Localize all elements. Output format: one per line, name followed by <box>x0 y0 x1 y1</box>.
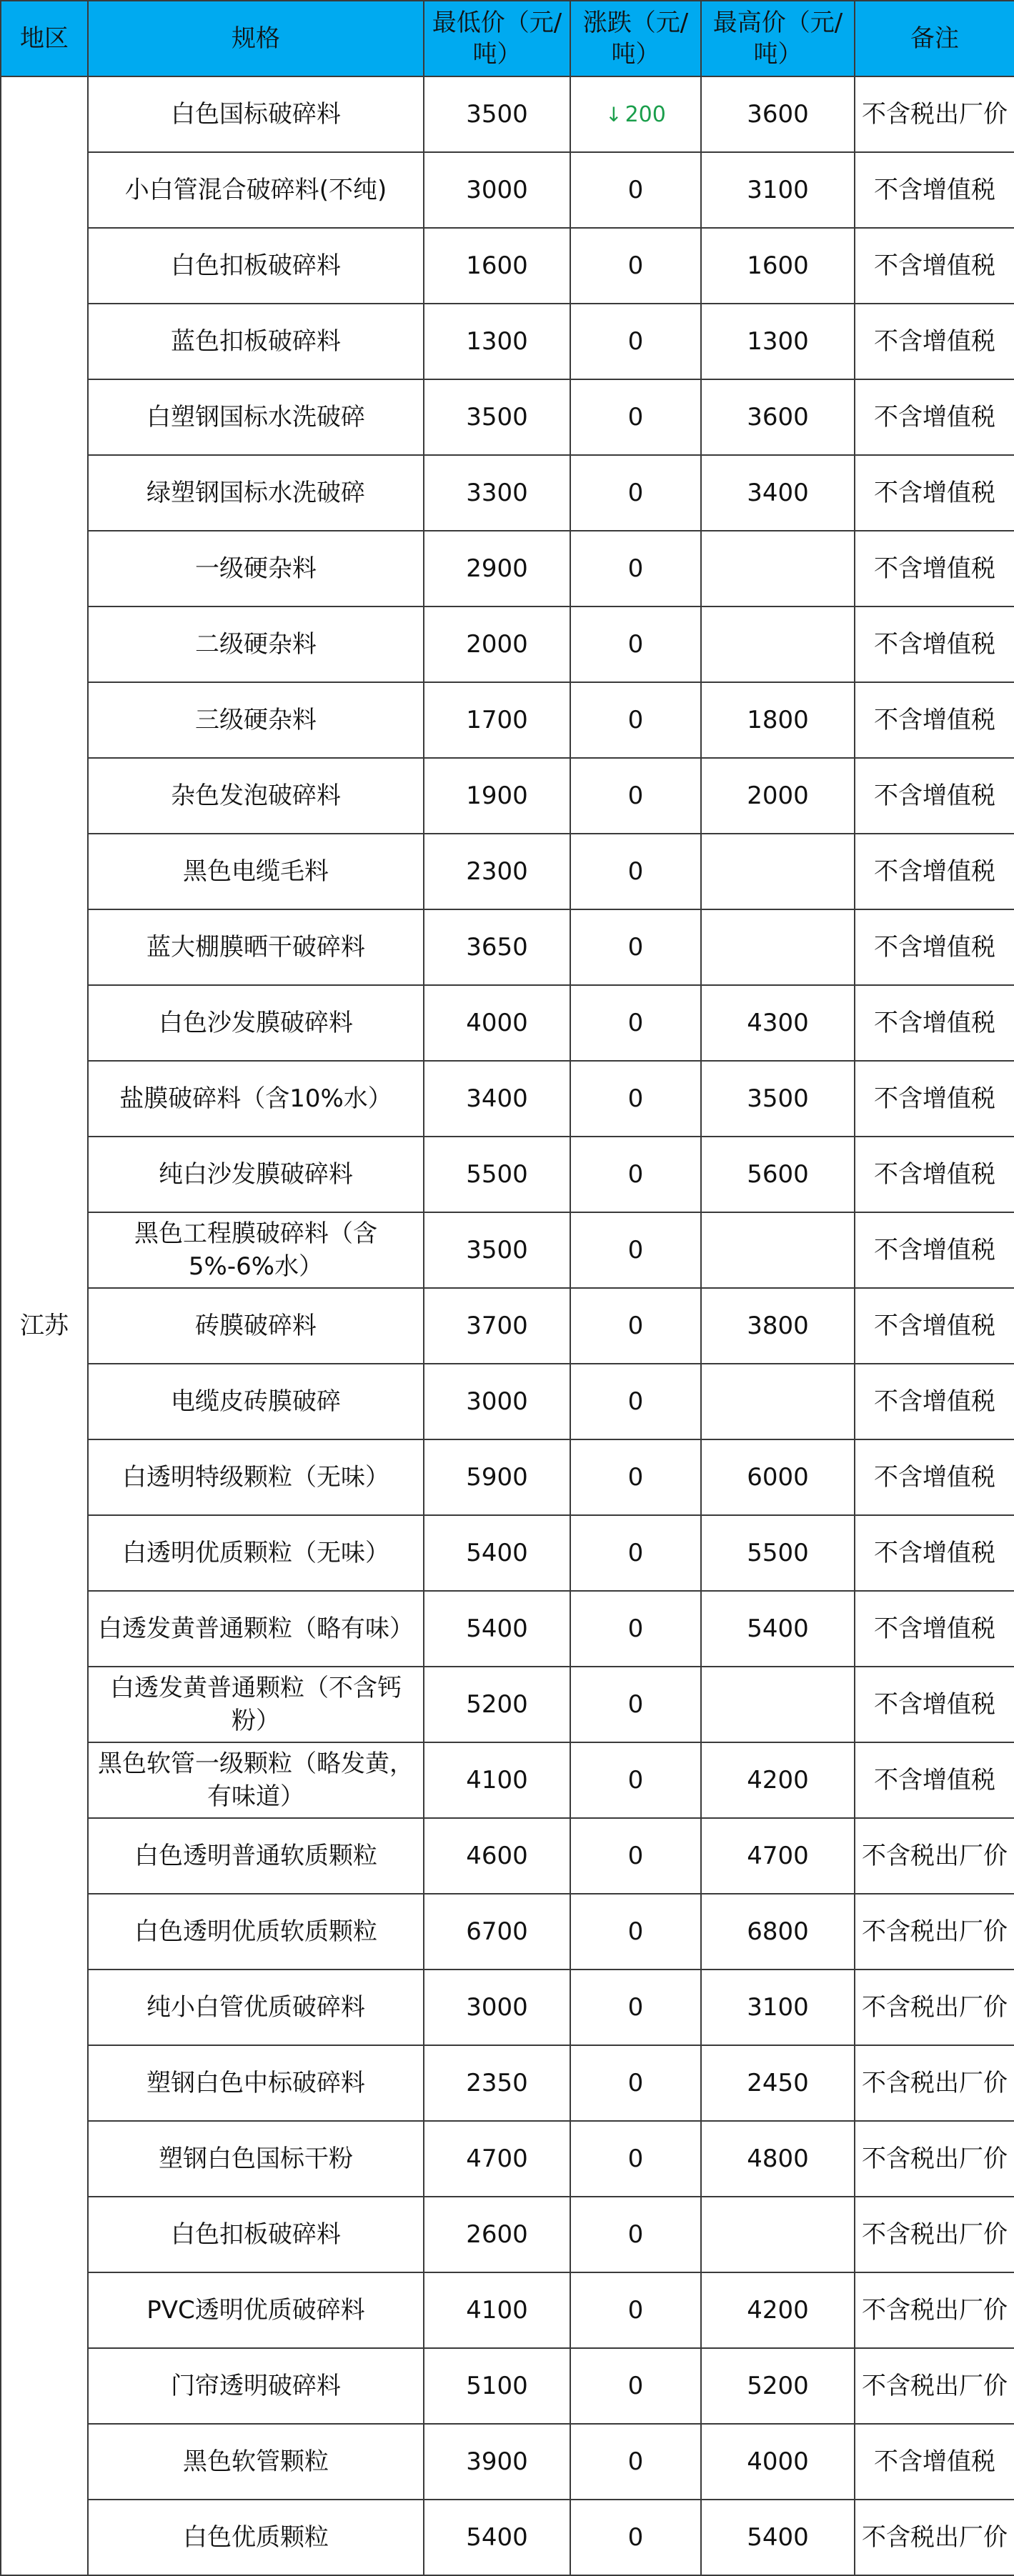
change-cell: 0 <box>570 1061 701 1137</box>
change-cell: 0 <box>570 1742 701 1818</box>
low-price-cell: 5400 <box>424 2500 570 2575</box>
table-row <box>1 2500 1014 2575</box>
note-cell: 不含税出厂价 <box>855 2121 1014 2197</box>
note-cell: 不含增值税 <box>855 1364 1014 1439</box>
low-price-cell: 3500 <box>424 1212 570 1288</box>
high-price-cell: 3800 <box>701 1288 855 1364</box>
low-price-cell: 2600 <box>424 2197 570 2272</box>
low-price-cell: 2000 <box>424 606 570 682</box>
low-price-cell: 5500 <box>424 1137 570 1212</box>
table-row <box>1 2197 1014 2272</box>
change-cell: 0 <box>570 455 701 531</box>
low-price-cell: 3650 <box>424 909 570 985</box>
high-price-cell: 3400 <box>701 455 855 531</box>
low-price-cell: 3700 <box>424 1288 570 1364</box>
spec-cell: 黑色工程膜破碎料（含5%-6%水） <box>88 1212 424 1288</box>
low-price-cell: 3300 <box>424 455 570 531</box>
spec-cell: 盐膜破碎料（含10%水） <box>88 1061 424 1137</box>
spec-cell: 杂色发泡破碎料 <box>88 758 424 834</box>
spec-cell: 白色扣板破碎料 <box>88 2197 424 2272</box>
change-cell: 0 <box>570 1288 701 1364</box>
note-cell: 不含税出厂价 <box>855 2500 1014 2575</box>
table-row <box>1 1667 1014 1742</box>
high-price-cell: 3500 <box>701 1061 855 1137</box>
low-price-cell: 5900 <box>424 1439 570 1515</box>
high-price-cell: 5400 <box>701 1591 855 1667</box>
spec-cell: 白色优质颗粒 <box>88 2500 424 2575</box>
note-cell: 不含增值税 <box>855 909 1014 985</box>
note-cell: 不含税出厂价 <box>855 2348 1014 2424</box>
spec-cell: 电缆皮砖膜破碎 <box>88 1364 424 1439</box>
table-row <box>1 76 1014 152</box>
note-cell: 不含增值税 <box>855 152 1014 228</box>
change-cell: 0 <box>570 1364 701 1439</box>
low-price-cell: 4000 <box>424 985 570 1061</box>
table-row <box>1 1970 1014 2045</box>
note-cell: 不含增值税 <box>855 304 1014 379</box>
note-cell: 不含税出厂价 <box>855 1818 1014 1894</box>
table-row <box>1 985 1014 1061</box>
change-cell: 0 <box>570 606 701 682</box>
spec-cell: 白色国标破碎料 <box>88 76 424 152</box>
note-cell: 不含增值税 <box>855 985 1014 1061</box>
spec-cell: 白透发黄普通颗粒（略有味） <box>88 1591 424 1667</box>
low-price-cell: 3000 <box>424 152 570 228</box>
change-cell <box>570 76 701 152</box>
change-cell: 0 <box>570 682 701 758</box>
note-cell: 不含税出厂价 <box>855 2272 1014 2348</box>
spec-cell: 小白管混合破碎料(不纯) <box>88 152 424 228</box>
note-cell: 不含增值税 <box>855 531 1014 606</box>
spec-cell: 塑钢白色中标破碎料 <box>88 2045 424 2121</box>
table-row <box>1 1818 1014 1894</box>
change-cell: 0 <box>570 2348 701 2424</box>
change-cell: 0 <box>570 304 701 379</box>
note-cell: 不含税出厂价 <box>855 1894 1014 1970</box>
change-cell: 0 <box>570 1970 701 2045</box>
spec-cell: 黑色软管颗粒 <box>88 2424 424 2500</box>
spec-cell: PVC透明优质破碎料 <box>88 2272 424 2348</box>
table-row <box>1 606 1014 682</box>
change-cell: 0 <box>570 2121 701 2197</box>
note-cell: 不含增值税 <box>855 1439 1014 1515</box>
table-row <box>1 1439 1014 1515</box>
note-cell: 不含增值税 <box>855 1742 1014 1818</box>
header-low-price: 最低价（元/吨） <box>424 1 570 76</box>
change-cell: 0 <box>570 985 701 1061</box>
table-row <box>1 1515 1014 1591</box>
low-price-cell: 4700 <box>424 2121 570 2197</box>
low-price-cell: 1900 <box>424 758 570 834</box>
change-cell: 0 <box>570 2500 701 2575</box>
note-cell: 不含增值税 <box>855 379 1014 455</box>
header-change: 涨跌（元/吨） <box>570 1 701 76</box>
high-price-cell: 6000 <box>701 1439 855 1515</box>
note-cell: 不含增值税 <box>855 455 1014 531</box>
note-cell: 不含增值税 <box>855 1667 1014 1742</box>
low-price-cell: 3000 <box>424 1970 570 2045</box>
high-price-cell: 1800 <box>701 682 855 758</box>
high-price-cell: 1600 <box>701 228 855 304</box>
high-price-cell: 3100 <box>701 152 855 228</box>
table-row <box>1 1894 1014 1970</box>
table-row <box>1 455 1014 531</box>
change-cell: 0 <box>570 1894 701 1970</box>
spec-cell: 白透发黄普通颗粒（不含钙粉） <box>88 1667 424 1742</box>
spec-cell: 塑钢白色国标干粉 <box>88 2121 424 2197</box>
table-row <box>1 2045 1014 2121</box>
high-price-cell <box>701 2197 855 2272</box>
table-row <box>1 228 1014 304</box>
spec-cell: 白透明特级颗粒（无味） <box>88 1439 424 1515</box>
low-price-cell: 2300 <box>424 834 570 909</box>
table-row <box>1 1591 1014 1667</box>
header-note: 备注 <box>855 1 1014 76</box>
table-row <box>1 2424 1014 2500</box>
note-cell: 不含增值税 <box>855 1137 1014 1212</box>
change-cell: 0 <box>570 758 701 834</box>
table-row <box>1 758 1014 834</box>
change-cell: 0 <box>570 379 701 455</box>
spec-cell: 一级硬杂料 <box>88 531 424 606</box>
header-row <box>1 1 1014 76</box>
note-cell: 不含增值税 <box>855 834 1014 909</box>
spec-cell: 纯白沙发膜破碎料 <box>88 1137 424 1212</box>
note-cell: 不含增值税 <box>855 682 1014 758</box>
change-cell: 0 <box>570 1137 701 1212</box>
table-row <box>1 834 1014 909</box>
spec-cell: 二级硬杂料 <box>88 606 424 682</box>
low-price-cell: 6700 <box>424 1894 570 1970</box>
table-row <box>1 304 1014 379</box>
change-cell: 0 <box>570 1818 701 1894</box>
table-row <box>1 1288 1014 1364</box>
low-price-cell: 3500 <box>424 76 570 152</box>
change-cell: 0 <box>570 1515 701 1591</box>
spec-cell: 白色透明普通软质颗粒 <box>88 1818 424 1894</box>
table-row <box>1 531 1014 606</box>
table-row <box>1 1364 1014 1439</box>
low-price-cell: 4100 <box>424 2272 570 2348</box>
low-price-cell: 1300 <box>424 304 570 379</box>
spec-cell: 白色沙发膜破碎料 <box>88 985 424 1061</box>
low-price-cell: 1700 <box>424 682 570 758</box>
high-price-cell: 4200 <box>701 1742 855 1818</box>
table-row <box>1 152 1014 228</box>
spec-cell: 白色扣板破碎料 <box>88 228 424 304</box>
table-row <box>1 2121 1014 2197</box>
change-amount: 200 <box>625 102 666 127</box>
high-price-cell <box>701 834 855 909</box>
spec-cell: 三级硬杂料 <box>88 682 424 758</box>
high-price-cell: 5200 <box>701 2348 855 2424</box>
low-price-cell: 4100 <box>424 1742 570 1818</box>
table-body <box>1 76 1014 2575</box>
change-cell: 0 <box>570 1212 701 1288</box>
note-cell: 不含增值税 <box>855 1212 1014 1288</box>
high-price-cell: 4300 <box>701 985 855 1061</box>
note-cell: 不含增值税 <box>855 1591 1014 1667</box>
change-cell: 0 <box>570 2045 701 2121</box>
low-price-cell: 3400 <box>424 1061 570 1137</box>
low-price-cell: 3000 <box>424 1364 570 1439</box>
high-price-cell <box>701 1212 855 1288</box>
note-cell: 不含增值税 <box>855 1515 1014 1591</box>
high-price-cell: 5500 <box>701 1515 855 1591</box>
change-cell: 0 <box>570 834 701 909</box>
spec-cell: 白塑钢国标水洗破碎 <box>88 379 424 455</box>
high-price-cell: 4800 <box>701 2121 855 2197</box>
note-cell: 不含增值税 <box>855 1061 1014 1137</box>
spec-cell: 白色透明优质软质颗粒 <box>88 1894 424 1970</box>
low-price-cell: 4600 <box>424 1818 570 1894</box>
note-cell: 不含增值税 <box>855 2424 1014 2500</box>
spec-cell: 绿塑钢国标水洗破碎 <box>88 455 424 531</box>
high-price-cell <box>701 531 855 606</box>
low-price-cell: 2900 <box>424 531 570 606</box>
table-row <box>1 2348 1014 2424</box>
arrow-down-icon: ↓ <box>605 103 622 126</box>
low-price-cell: 5100 <box>424 2348 570 2424</box>
low-price-cell: 3500 <box>424 379 570 455</box>
change-cell: 0 <box>570 1439 701 1515</box>
high-price-cell: 2000 <box>701 758 855 834</box>
high-price-cell: 4000 <box>701 2424 855 2500</box>
table-row <box>1 2272 1014 2348</box>
low-price-cell: 3900 <box>424 2424 570 2500</box>
high-price-cell: 6800 <box>701 1894 855 1970</box>
high-price-cell: 1300 <box>701 304 855 379</box>
high-price-cell: 4700 <box>701 1818 855 1894</box>
spec-cell: 门帘透明破碎料 <box>88 2348 424 2424</box>
change-cell: 0 <box>570 1667 701 1742</box>
header-region: 地区 <box>1 1 88 76</box>
change-cell: 0 <box>570 228 701 304</box>
spec-cell: 蓝色扣板破碎料 <box>88 304 424 379</box>
table-row <box>1 1742 1014 1818</box>
high-price-cell: 5400 <box>701 2500 855 2575</box>
table-row <box>1 379 1014 455</box>
high-price-cell: 2450 <box>701 2045 855 2121</box>
note-cell: 不含增值税 <box>855 606 1014 682</box>
spec-cell: 黑色电缆毛料 <box>88 834 424 909</box>
high-price-cell <box>701 1364 855 1439</box>
low-price-cell: 5400 <box>424 1515 570 1591</box>
spec-cell: 黑色软管一级颗粒（略发黄，有味道） <box>88 1742 424 1818</box>
high-price-cell: 3100 <box>701 1970 855 2045</box>
change-cell: 0 <box>570 152 701 228</box>
table-row <box>1 1212 1014 1288</box>
change-cell: 0 <box>570 531 701 606</box>
table-row <box>1 1137 1014 1212</box>
change-cell: 0 <box>570 2424 701 2500</box>
high-price-cell: 3600 <box>701 379 855 455</box>
high-price-cell: 4200 <box>701 2272 855 2348</box>
change-cell: 0 <box>570 909 701 985</box>
spec-cell: 蓝大棚膜晒干破碎料 <box>88 909 424 985</box>
note-cell: 不含增值税 <box>855 1288 1014 1364</box>
low-price-cell: 5400 <box>424 1591 570 1667</box>
table-row <box>1 909 1014 985</box>
change-cell: 0 <box>570 2197 701 2272</box>
note-cell: 不含税出厂价 <box>855 76 1014 152</box>
header-spec: 规格 <box>88 1 424 76</box>
high-price-cell <box>701 909 855 985</box>
note-cell: 不含税出厂价 <box>855 2197 1014 2272</box>
table-row <box>1 682 1014 758</box>
note-cell: 不含税出厂价 <box>855 1970 1014 2045</box>
change-cell: 0 <box>570 2272 701 2348</box>
change-cell: 0 <box>570 1591 701 1667</box>
spec-cell: 白透明优质颗粒（无味） <box>88 1515 424 1591</box>
high-price-cell: 3600 <box>701 76 855 152</box>
high-price-cell <box>701 1667 855 1742</box>
low-price-cell: 1600 <box>424 228 570 304</box>
high-price-cell <box>701 606 855 682</box>
note-cell: 不含增值税 <box>855 228 1014 304</box>
spec-cell: 纯小白管优质破碎料 <box>88 1970 424 2045</box>
low-price-cell: 2350 <box>424 2045 570 2121</box>
header-high-price: 最高价（元/吨） <box>701 1 855 76</box>
region-cell: 江苏 <box>1 76 88 2575</box>
note-cell: 不含税出厂价 <box>855 2045 1014 2121</box>
low-price-cell: 5200 <box>424 1667 570 1742</box>
spec-cell: 砖膜破碎料 <box>88 1288 424 1364</box>
note-cell: 不含增值税 <box>855 758 1014 834</box>
table-row <box>1 1061 1014 1137</box>
change-down-value <box>605 102 666 127</box>
high-price-cell: 5600 <box>701 1137 855 1212</box>
